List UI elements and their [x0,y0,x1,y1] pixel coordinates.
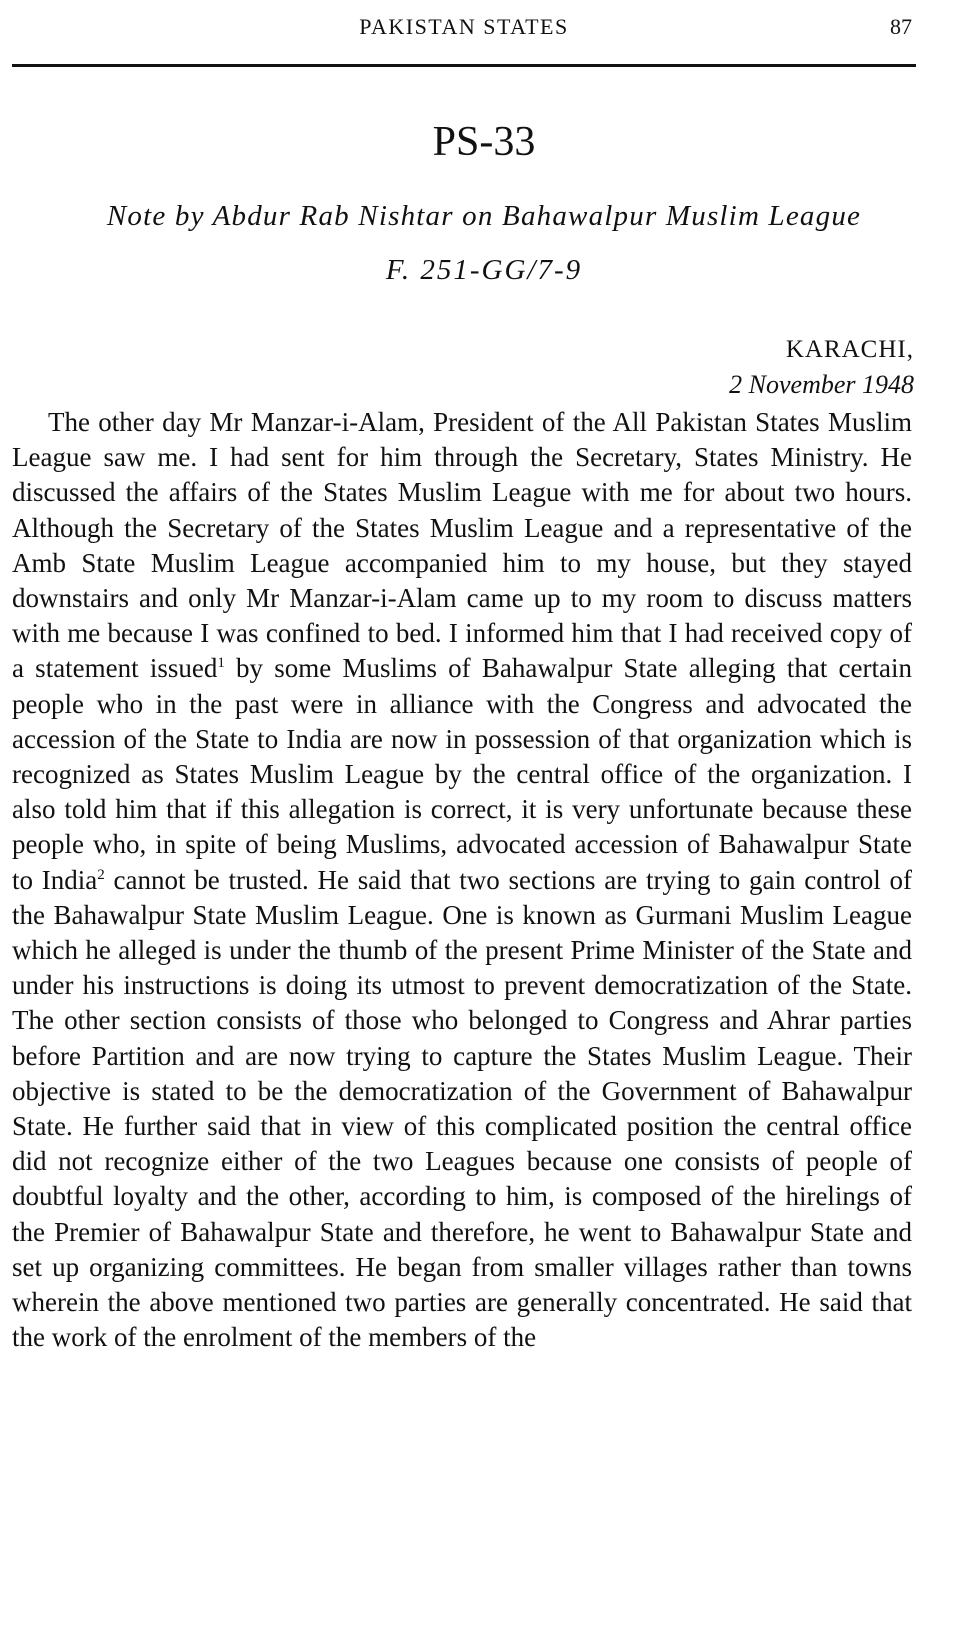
document-number: PS-33 [432,119,536,165]
place-line: KARACHI, [785,336,914,363]
document-title: Note by Abdur Rab Nishtar on Bahawalpur Muslim League [106,200,862,232]
date-line: 2 November 1948 [729,370,914,399]
running-title: PAKISTAN STATES [359,14,569,39]
body-text-part-3: cannot be trusted. He said that two sections are trying to gain control of the Bahawalpur State Muslim League. One is known as Gurmani Muslim League which he alleged is under the thumb of the present Prime Minister of the State and under his instructions is doing its utmost to prevent democratization of the State. The other section consists of those who belonged to Congress and Ahrar parties before Partition and are now trying to capture the States Muslim League. Their objective is stated to be the democratization of the Government of Bahawalpur State. He further said that in view of this complicated position the central office did not recognize either of the two Leagues because one consists of people of doubtful loyalty and the other, according to him, is composed of the hirelings of the Premier of Bahawalpur State and therefore, he went to Bahawalpur State and set up organizing committees. He began from smaller villages rather than towns wherein the above mentioned two parties are generally concentrated. He said that the work of the enrolment of the members of the [12,864,912,1353]
body-text-part-1: The other day Mr Manzar-i-Alam, President of the All Pakistan States Muslim League saw me. I had sent for him through the Secretary, States Ministry. He discussed the affairs of the States Muslim League with me for about two hours. Although the Secretary of the States Muslim League and a representative of the Amb State Muslim League accompanied him to my house, but they stayed downstairs and only Mr Manzar-i-Alam came up to my room to discuss matters with me because I was confined to bed. I informed him that I had received copy of a statement issued [12,407,912,684]
running-header [12,14,916,44]
footnote-marker-2: 2 [97,866,105,883]
file-reference: F. 251-GG/7-9 [385,254,583,286]
header-rule [12,64,916,67]
body-paragraph [12,405,912,1355]
body-text-part-2: by some Muslims of Bahawalpur State alleging that certain people who in the past were in alliance with the Congress and advocated the accession of the State to India are now in possession of that organization which is recognized as States Muslim League by the central office of the organization. I also told him that if this allegation is correct, it is very unfortunate because these people who, in spite of being Muslims, advocated accession of Bahawalpur State to India [12,653,913,895]
footnote-marker-1: 1 [217,655,225,672]
page-number: 87 [890,14,912,39]
